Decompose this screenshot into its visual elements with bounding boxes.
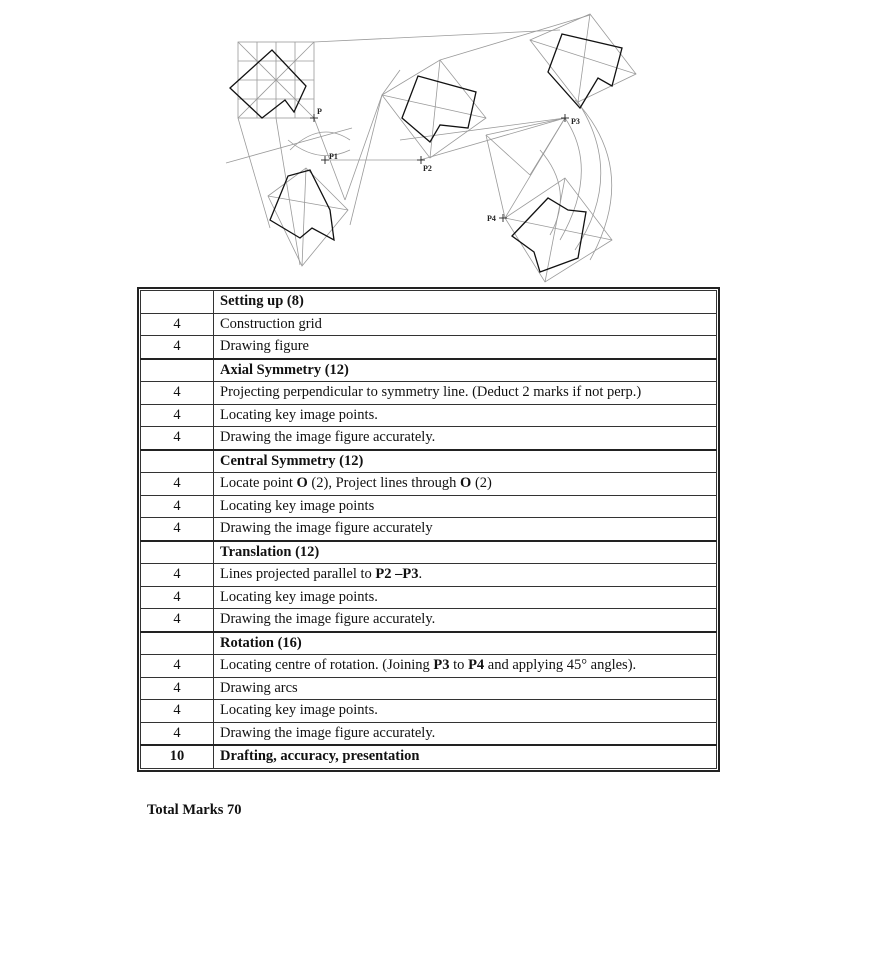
grid-square-bottom-right [505,178,612,282]
table-row [141,609,717,632]
criterion-text: . [418,566,423,583]
section-row [141,450,717,473]
table-row [141,336,717,359]
table-row [141,404,717,427]
criterion-text: to [449,657,469,674]
table-row [141,495,717,518]
grid-square-top-right [530,14,636,102]
bold-term: O [460,475,472,492]
construction-svg [0,0,892,290]
criterion-text: Construction grid [220,315,322,332]
section-heading: Central Symmetry (12) [214,450,717,473]
table-row [141,586,717,609]
table-row [141,313,717,336]
total-marks: Total Marks 70 [147,802,242,818]
table-row [141,722,717,745]
criterion-text: and applying 45° angles). [484,657,637,674]
criterion-cell [214,609,717,632]
marks-cell [141,632,214,655]
grid-square-middle [382,60,486,158]
criterion-text: Drawing the image figure accurately. [220,429,436,446]
criterion-cell [214,427,717,450]
criterion-text: Drawing arcs [220,679,298,696]
table-row [141,677,717,700]
section-row [141,359,717,382]
criterion-text: Locating key image points. [220,702,378,719]
criterion-cell [214,404,717,427]
marks-cell [141,450,214,473]
table-row [141,427,717,450]
criterion-cell [214,473,717,496]
criterion-cell [214,677,717,700]
label-p4: P4 [487,214,496,223]
criterion-cell [214,336,717,359]
translated-image-figure [548,34,622,108]
marks-cell: 4 [141,655,214,678]
section-row [141,632,717,655]
section-heading: Axial Symmetry (12) [214,359,717,382]
criterion-text: Locate point [220,475,297,492]
criterion-text: Drawing figure [220,338,309,355]
marks-cell [141,291,214,314]
criterion-text: Lines projected parallel to [220,566,376,583]
criterion-cell [214,586,717,609]
marking-scheme-body [141,291,717,769]
criterion-cell [214,564,717,587]
criterion-cell [214,495,717,518]
criterion-text: Locating key image points [220,497,375,514]
criterion-cell: Drafting, accuracy, presentation [214,745,717,768]
table-row [141,700,717,723]
marks-cell: 4 [141,518,214,541]
criterion-text: Projecting perpendicular to symmetry line. (Deduct 2 marks if not perp.) [220,384,642,401]
section-row [141,541,717,564]
marks-cell: 4 [141,336,214,359]
table-row [141,518,717,541]
bold-term: P3 [433,657,450,674]
label-p3: P3 [571,117,580,126]
criterion-text: Drawing the image figure accurately. [220,724,436,741]
marks-cell: 4 [141,564,214,587]
marks-cell: 4 [141,313,214,336]
central-image-figure [402,76,476,142]
marks-cell: 4 [141,473,214,496]
table-row [141,655,717,678]
marks-cell [141,359,214,382]
marks-cell: 4 [141,722,214,745]
bold-term: P4 [468,657,485,674]
criterion-text: Drawing the image figure accurately. [220,611,436,628]
marking-scheme-table [140,290,717,769]
section-row [141,291,717,314]
marks-cell: 4 [141,586,214,609]
criterion-text: Drawing the image figure accurately [220,520,433,537]
criterion-cell [214,722,717,745]
marks-cell: 4 [141,404,214,427]
axial-image-figure [270,170,334,240]
grid-square-rotated [268,168,348,266]
criterion-cell [214,700,717,723]
marks-cell: 4 [141,427,214,450]
marks-cell: 4 [141,700,214,723]
bold-term: P2 –P3 [375,566,419,583]
marks-cell: 4 [141,495,214,518]
criterion-cell [214,655,717,678]
bold-term: O [296,475,308,492]
marks-cell: 4 [141,382,214,405]
criterion-text: (2), Project lines through [307,475,461,492]
geometry-construction-drawing [0,0,892,290]
criterion-cell [214,518,717,541]
table-row [141,473,717,496]
section-heading: Setting up (8) [214,291,717,314]
label-p1: P1 [329,152,338,161]
table-row [141,564,717,587]
criterion-text: Locating centre of rotation. (Joining [220,657,434,674]
criterion-cell [214,313,717,336]
criterion-text: Locating key image points. [220,406,378,423]
table-row [141,382,717,405]
marking-scheme-frame [137,287,720,772]
criterion-text: Locating key image points. [220,588,378,605]
criterion-cell [214,382,717,405]
criterion-text: (2) [471,475,492,492]
final-row [141,745,717,768]
section-heading: Rotation (16) [214,632,717,655]
marks-cell: 4 [141,677,214,700]
label-p2: P2 [423,164,432,173]
marks-cell: 4 [141,609,214,632]
label-p: P [317,107,322,116]
section-heading: Translation (12) [214,541,717,564]
marks-cell [141,541,214,564]
marks-cell: 10 [141,745,214,768]
